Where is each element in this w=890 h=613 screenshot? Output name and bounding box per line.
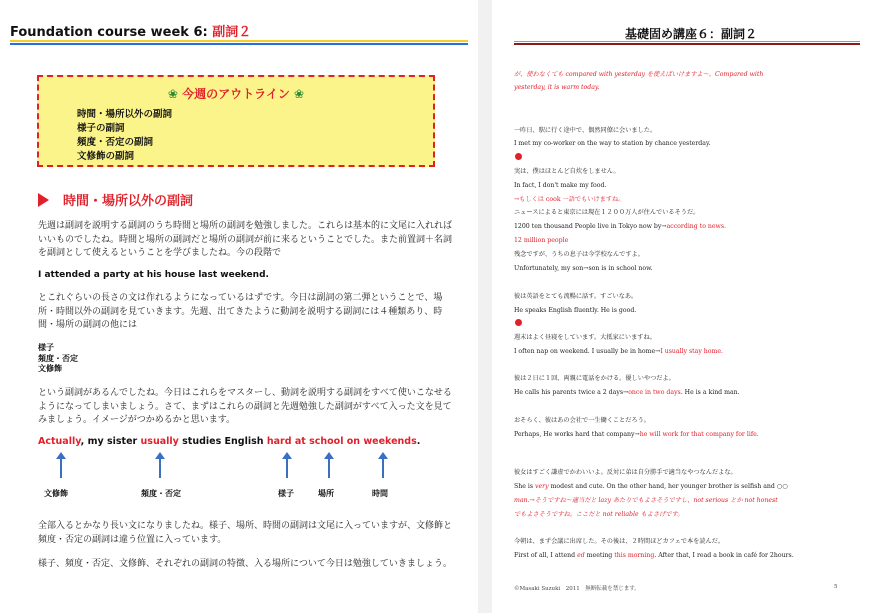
text-span: He calls his parents twice a 2 days→ (514, 389, 629, 396)
paragraph-fourth: 全部入るとかなり長い文になりましたね。様子、場所、時間の副詞は文尾に入っていますが、文修飾と頻度・否定の副詞は違う位置に入っています。 (38, 521, 453, 545)
red-marker-icon (515, 319, 522, 326)
full-example-sentence (38, 436, 420, 447)
text-line (514, 482, 844, 491)
outline-box (37, 75, 435, 167)
text-line (514, 388, 844, 397)
list-item: 様子 (38, 343, 54, 352)
text-span: ed (577, 552, 585, 559)
text-span: he will work for that company for life. (639, 431, 759, 438)
section-heading (38, 190, 193, 209)
up-arrow-icon (382, 458, 384, 478)
text-line: 一昨日、駅に行く途中で、偶然同僚に会いました。 (514, 127, 657, 134)
text-line: でもよさそうですね。ここだと not reliable もよさげです。 (514, 511, 684, 518)
header-rule-blue (10, 43, 468, 45)
sentence-text: . (416, 436, 421, 447)
sentence-usually: usually (140, 436, 179, 447)
text-line: He speaks English fluently. He is good. (514, 307, 637, 314)
text-line: ニュースによると東京には現在１２００万人が住んでいるそうだ。 (514, 209, 700, 216)
text-span: Perhaps, He works hard that company→ (514, 431, 640, 438)
text-line: I met my co-worker on the way to station by chance yesterday. (514, 140, 711, 147)
sentence-on-weekends: on weekends (346, 436, 417, 447)
text-span: 1200 ten thousand People live in Tokyo now by→ (514, 223, 667, 230)
page-gutter (478, 0, 492, 613)
paragraph-fifth: 様子、頻度・否定、文修飾、それぞれの副詞の特徴、入る場所について今日は勉強していきましょう。 (38, 559, 452, 569)
arrow-label: 場所 (318, 489, 334, 498)
list-item: 文修飾 (38, 364, 62, 373)
text-span: First of all, I attend (514, 552, 578, 559)
text-line: 12 million people (514, 237, 569, 244)
up-arrow-icon (60, 458, 62, 478)
text-line: man.→そうですね〜適当だと lazy あたりでもよさそうですし、not serious とか not honest (514, 497, 778, 504)
paragraph-third: という副詞があるんでしたね。今日はこれらをマスターし、動詞を説明する副詞をすべて使いこなせるようになってしまいましょう。さて、まずはこれらの副詞と先週勉強した副詞がすべて入った文を見てみましょう。イメージがつかめるかと思います。 (38, 388, 452, 425)
adverb-type-list (38, 343, 78, 375)
text-line (514, 430, 844, 439)
text-line: 実は、僕はほとんど自炊をしません。 (514, 168, 620, 175)
text-line: 週末はよく昼寝をしています。大抵家にいますね。 (514, 334, 656, 341)
text-line: →もしくは cook 一語でもいけますね。 (514, 196, 625, 203)
outline-list (77, 108, 172, 164)
sentence-text: studies English (178, 436, 267, 447)
text-line: 彼は英語をとても流暢に話す。すごいなあ。 (514, 293, 638, 300)
outline-item: 文修飾の副詞 (77, 151, 135, 162)
text-line: が、使わなくても compared with yesterday を使えばいけますよ〜。Compared with (514, 71, 764, 78)
text-line: yesterday, it is warm today. (514, 84, 600, 91)
text-span: this morning (614, 552, 655, 559)
outline-item: 時間・場所以外の副詞 (77, 109, 173, 120)
header-rule-yellow (10, 40, 468, 42)
outline-item: 様子の副詞 (77, 123, 125, 134)
header-course-title: Foundation course week 6: (10, 25, 213, 40)
text-line: 彼は２日に１回、両親に電話をかける。優しいやつだよ。 (514, 375, 675, 382)
text-span: . He is a kind man. (680, 389, 740, 396)
sentence-text: , my sister (80, 436, 141, 447)
paragraph-intro: 先週は副詞を説明する副詞のうち時間と場所の副詞を勉強しました。これらは基本的に文尾に入れればいいものでしたね。時間と場所の副詞だと場所の副詞が前に来るということでした。また前置詞＋名詞を副詞として使えるということを学びましたね。今の段階で (38, 221, 453, 258)
text-span: She is (514, 483, 534, 490)
arrow-label: 頻度・否定 (141, 489, 181, 498)
maple-leaf-icon: ❀ (167, 87, 178, 101)
section-title-text: 時間・場所以外の副詞 (63, 194, 194, 209)
text-span: according to news. (666, 223, 726, 230)
maple-leaf-icon: ❀ (294, 87, 305, 101)
text-line: 今朝は、まず会議に出席した。その後は、２時間ほどカフェで本を読んだ。 (514, 538, 725, 545)
triangle-bullet-icon (38, 193, 49, 207)
text-span: very (533, 483, 551, 490)
page-number: 5 (834, 584, 838, 590)
text-span: once in two days (628, 389, 681, 396)
outline-item: 頻度・否定の副詞 (77, 137, 154, 148)
text-line: 彼女はすごく謙虚でかわいいよ。反対に弟は自分勝手で適当なやつなんだよな。 (514, 469, 737, 476)
outline-title-text: 今週のアウトライン (182, 87, 290, 101)
list-item: 頻度・否定 (38, 353, 78, 363)
up-arrow-icon (286, 458, 288, 478)
text-span: meeting (584, 552, 615, 559)
text-span: I usually stay home. (660, 348, 724, 355)
outline-title (39, 85, 433, 102)
text-line (514, 222, 844, 231)
paragraph-second: とこれぐらいの長さの文は作れるようになっているはずです。今日は副詞の第二弾ということで、場所・時間以外の副詞を見ていきます。先週、出てきたように動詞を説明する副詞には４種類あり、時間・場所の副詞の他には (38, 293, 443, 330)
header-rule-dark (514, 43, 860, 45)
up-arrow-icon (328, 458, 330, 478)
text-span: I often nap on weekend. I usually be in home→ (514, 348, 661, 355)
header-rule (514, 41, 860, 42)
text-line (514, 551, 844, 560)
up-arrow-icon (159, 458, 161, 478)
copyright-footer: ©Masaki Suzuki 2011 無断転載を禁じます。 (514, 586, 640, 592)
arrow-label: 文修飾 (44, 489, 68, 498)
text-span: modest and cute. On the other hand, her younger brother is selfish and ○○ (550, 483, 788, 490)
left-page-header (10, 21, 251, 40)
example-sentence: I attended a party at his house last weekend. (38, 270, 269, 280)
sentence-actually: Actually (38, 436, 81, 447)
sentence-hard: hard (266, 436, 292, 447)
text-line: おそらく、彼はあの会社で一生働くことだろう。 (514, 417, 650, 424)
text-line: 残念ですが、うちの息子は今学校なんですよ。 (514, 251, 644, 258)
header-topic: 副詞２ (212, 25, 252, 40)
right-page-header: 基礎固め講座６：副詞２ (624, 27, 757, 41)
arrow-label: 様子 (278, 489, 294, 498)
text-span: . After that, I read a book in café for 2hours. (654, 552, 794, 559)
right-page (492, 0, 890, 613)
sentence-at-school: at school (294, 436, 344, 447)
text-line: Unfortunately, my son→son is in school now. (514, 265, 653, 272)
text-line: In fact, I don't make my food. (514, 182, 607, 189)
arrow-label: 時間 (372, 489, 388, 498)
text-line (514, 347, 844, 356)
red-marker-icon (515, 153, 522, 160)
